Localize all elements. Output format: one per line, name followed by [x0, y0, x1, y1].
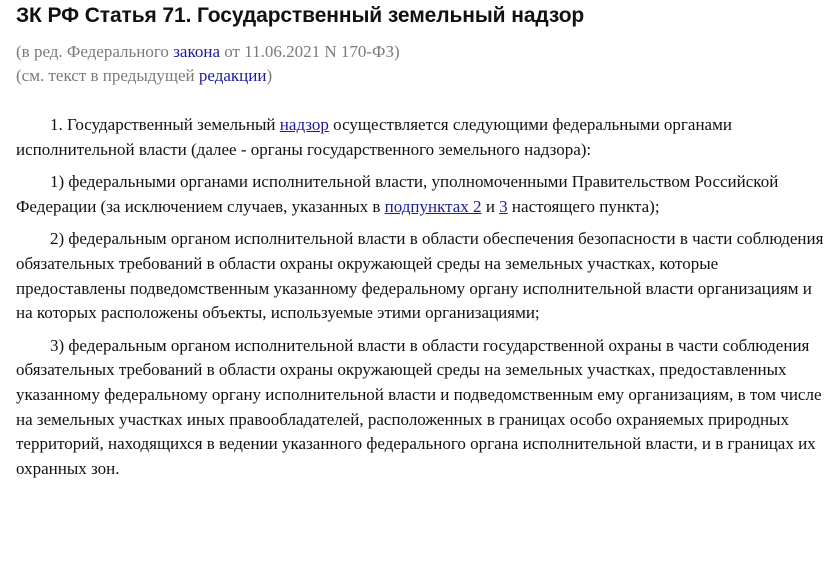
- edition-note: [16, 40, 828, 64]
- article-title: ЗК РФ Статья 71. Государственный земельный надзор: [16, 4, 585, 27]
- previous-edition-note: [16, 64, 828, 88]
- list-item-2: 2) федеральным органом исполнительной власти в области обеспечения безопасности в части соблюдения обязательных требований в области охраны окружающей среды на земельных участках, которые предоставлены подведомственным указанному федеральному органу исполнительной власти организациям и на которых расположены объекты, используемые этими организациями;: [16, 229, 824, 323]
- paragraph-1-end: осуществляется следующими федеральными органами исполнительной власти (далее - органы государственного земельного надзора):: [16, 115, 732, 159]
- item-1-end: настоящего пункта);: [507, 196, 660, 216]
- item-1-mid: и: [481, 196, 500, 216]
- edition-note-suffix: от 11.06.2021 N 170-ФЗ): [220, 42, 400, 61]
- supervision-link[interactable]: надзор: [279, 115, 329, 134]
- previous-note-suffix: ): [266, 66, 273, 85]
- edition-note-prefix: (в ред. Федерального: [16, 42, 174, 61]
- paragraph-1-start: 1. Государственный земельный: [50, 115, 280, 134]
- list-item-3: 3) федеральным органом исполнительной власти в области государственной охраны в части соблюдения обязательных требований в области охраны окружающей среды на земельных участках, предоставленных указанному федеральному органу исполнительной власти и подведомственным ему организациям, в том числе на земельных участках иных правообладателей, расположенных в границах особо охраняемых природных территорий, находящихся в ведении указанного федерального органа исполнительной власти, и в границах их охранных зон.: [16, 335, 822, 478]
- previous-note-prefix: (см. текст в предыдущей: [16, 66, 199, 85]
- law-link[interactable]: закона: [173, 42, 220, 61]
- subparagraph-2-link[interactable]: подпунктах 2: [384, 196, 482, 216]
- list-item-1: [16, 170, 828, 219]
- article-body: [16, 113, 828, 481]
- previous-edition-link[interactable]: редакции: [198, 66, 267, 85]
- document-page: [16, 0, 828, 489]
- revision-notes: [16, 40, 828, 88]
- item-1-start: 1) федеральными органами исполнительной власти, уполномоченными Правительством Российской Федерации (за исключением случаев, указанных в: [16, 172, 779, 216]
- paragraph-1: [16, 113, 828, 162]
- subparagraph-3-link[interactable]: 3: [499, 196, 508, 216]
